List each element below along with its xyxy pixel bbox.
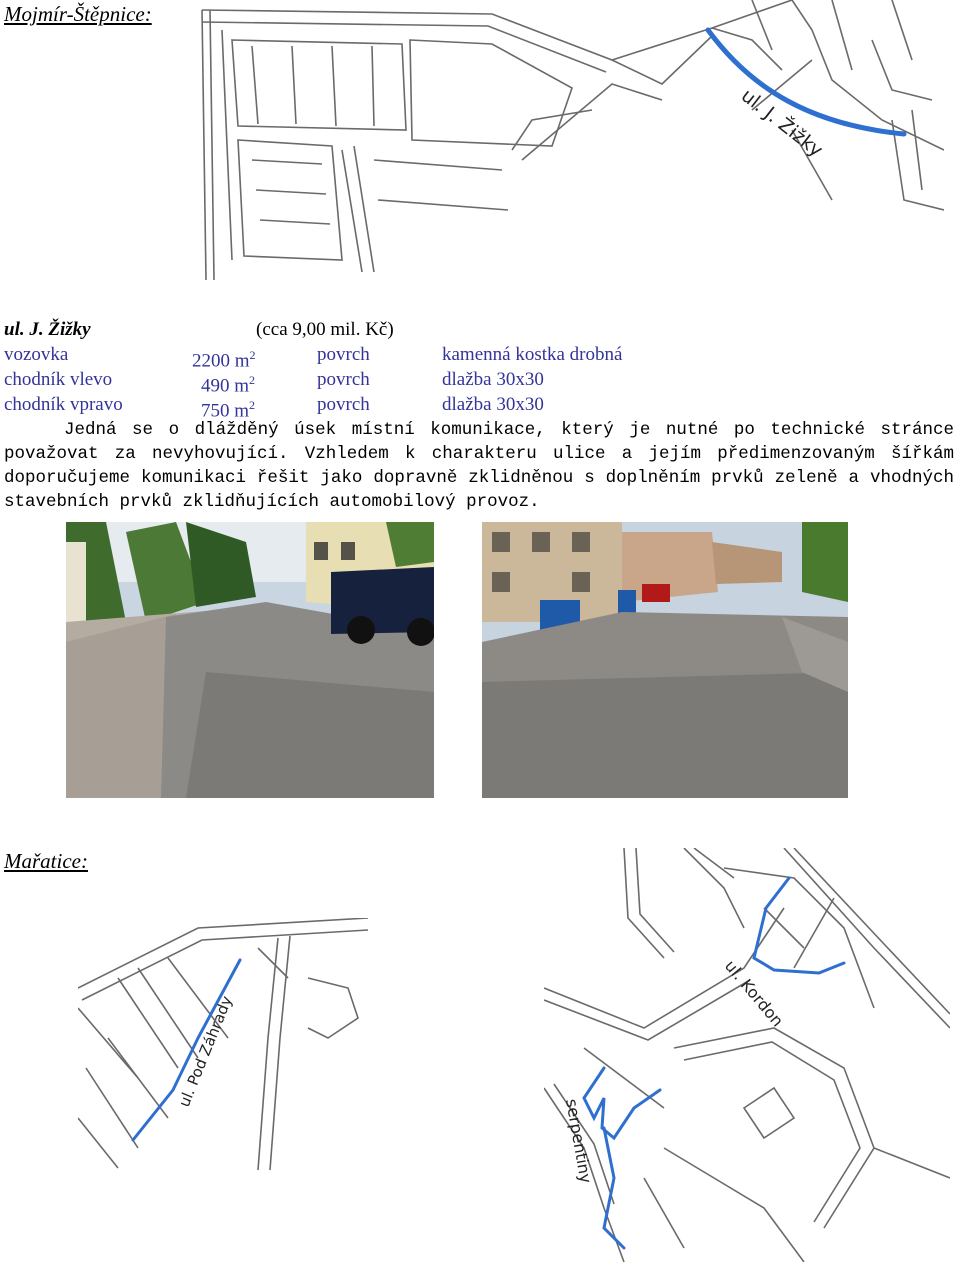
section-heading-maratice: Mařatice:: [4, 849, 88, 873]
row-item: vozovka: [4, 344, 69, 365]
row-area-sup: 2: [249, 398, 256, 412]
table-row: [4, 393, 954, 422]
row-area-sup: 2: [249, 373, 256, 387]
row-area: 750 m: [201, 400, 250, 422]
row-surface: dlažba 30x30: [442, 369, 544, 390]
row-surface: dlažba 30x30: [442, 394, 544, 415]
map-kordon-serpentiny: [544, 848, 950, 1262]
street-cost: (cca 9,00 mil. Kč): [256, 319, 394, 340]
section-heading-mojmir: Mojmír-Štěpnice:: [4, 2, 152, 26]
row-label: povrch: [317, 369, 370, 390]
description-paragraph: Jedná se o dlážděný úsek místní komunikace, který je nutné po technické stránce považovat za nevyhovující. Vzhledem k charakteru ulice a jejím předimenzovaným šířkám doporučujeme komunikaci řešit jako dopravně zklidněnou s doplněním prvků zeleně a vhodných stavebních prvků zklidňujících automobilový provoz.: [4, 420, 954, 512]
map-pod-zahrady: [78, 918, 378, 1170]
row-area: 2200 m: [192, 350, 250, 372]
row-label: povrch: [317, 394, 370, 415]
map-street-label: serpentiny: [562, 1097, 596, 1185]
map-street-label: ul. Pod Záhrady: [175, 993, 236, 1110]
row-surface: kamenná kostka drobná: [442, 344, 623, 365]
map-street-label: ul. J. Žižky: [736, 84, 827, 162]
map-mojmir-stepnice: [192, 0, 944, 282]
table-row: [4, 343, 954, 372]
row-area: 490 m: [201, 375, 250, 397]
street-photo-left: [66, 522, 434, 798]
row-item: chodník vlevo: [4, 369, 113, 390]
row-label: povrch: [317, 344, 370, 365]
street-photo-right: [482, 522, 848, 798]
row-item: chodník vpravo: [4, 394, 123, 415]
map-street-label: ul. Kordon: [720, 956, 788, 1031]
row-area-sup: 2: [249, 348, 256, 362]
street-name: ul. J. Žižky: [4, 319, 91, 340]
table-row: [4, 368, 954, 397]
